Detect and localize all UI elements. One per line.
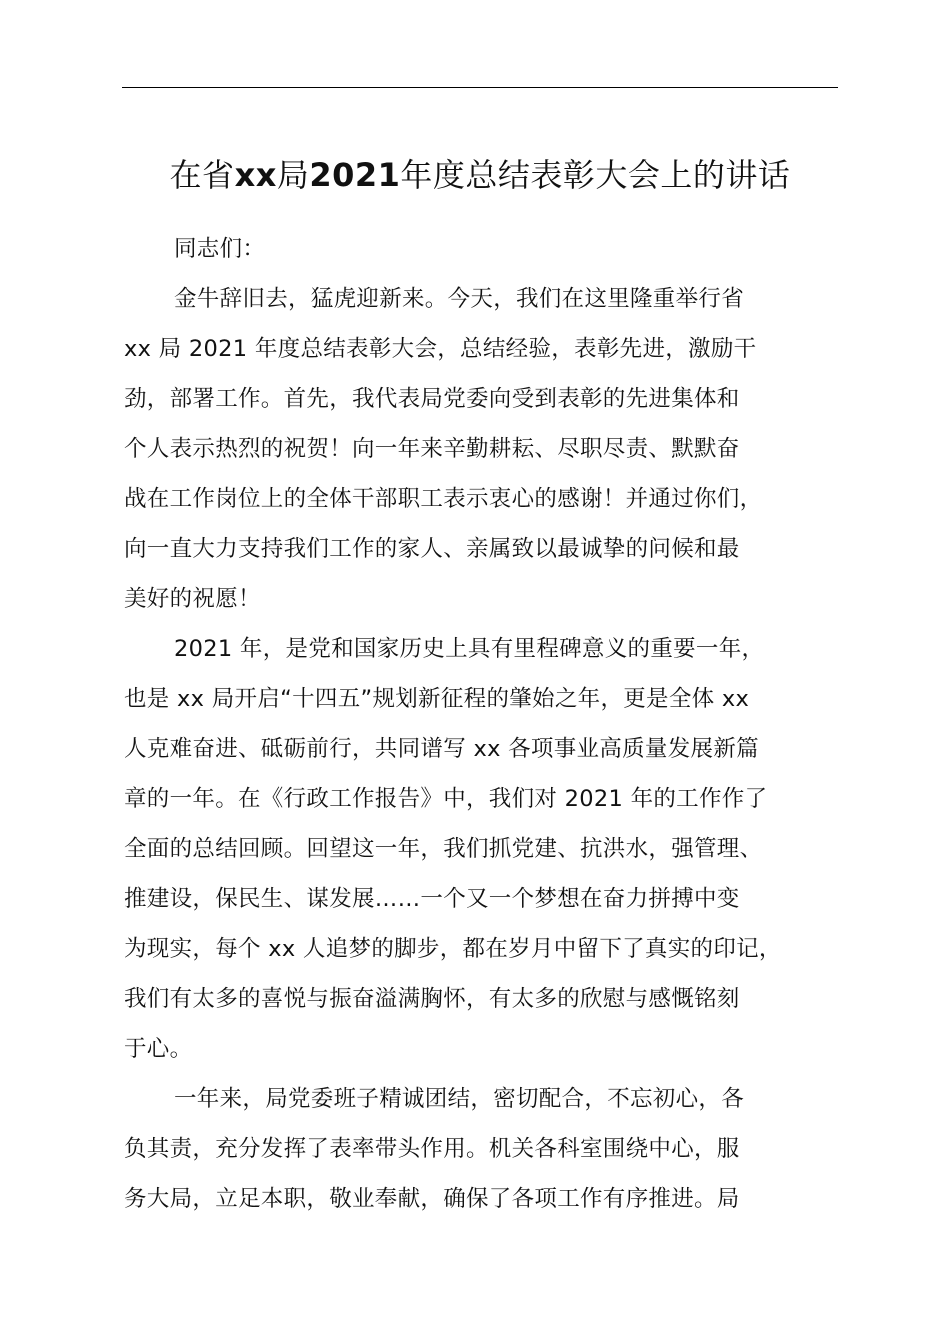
- text-line: 务大局，立足本职，敬业奉献，确保了各项工作有序推进。局: [124, 1186, 740, 1212]
- text-line: 向一直大力支持我们工作的家人、亲属致以最诚挚的问候和最: [124, 536, 740, 562]
- text-line: 我们有太多的喜悦与振奋溢满胸怀，有太多的欣慰与感慨铭刻: [124, 986, 740, 1012]
- title-part: 在省: [169, 156, 235, 194]
- text-line: 人克难奋进、砥砺前行，共同谱写 xx 各项事业高质量发展新篇: [124, 736, 759, 762]
- text-line: 为现实，每个 xx 人追梦的脚步，都在岁月中留下了真实的印记，: [124, 936, 782, 962]
- text-line: xx 局 2021 年度总结表彰大会，总结经验，表彰先进，激励干: [124, 336, 757, 362]
- title-part: xx: [234, 156, 277, 194]
- text-line: 个人表示热烈的祝贺！向一年来辛勤耕耘、尽职尽责、默默奋: [124, 436, 740, 462]
- text-line: 一年来，局党委班子精诚团结，密切配合，不忘初心，各: [174, 1086, 745, 1112]
- text-line: 2021 年，是党和国家历史上具有里程碑意义的重要一年，: [174, 636, 765, 662]
- text-line: 也是 xx 局开启“十四五”规划新征程的肇始之年，更是全体 xx: [124, 686, 750, 712]
- text-line: 负其责，充分发挥了表率带头作用。机关各科室围绕中心，服: [124, 1136, 740, 1162]
- document-body: [124, 224, 854, 1224]
- page-title: [100, 150, 860, 200]
- text-line: 章的一年。在《行政工作报告》中，我们对 2021 年的工作作了: [124, 786, 768, 812]
- text-line: 推建设，保民生、谋发展……一个又一个梦想在奋力拼搏中变: [124, 886, 740, 912]
- text-line: 美好的祝愿！: [124, 586, 261, 612]
- header-rule: [122, 87, 838, 88]
- title-part: 2021: [309, 156, 401, 194]
- title-part: 年度总结表彰大会上的讲话: [400, 156, 791, 194]
- title-part: 局: [276, 156, 310, 194]
- text-line: 同志们：: [174, 236, 266, 262]
- text-line: 劲，部署工作。首先，我代表局党委向受到表彰的先进集体和: [124, 386, 740, 412]
- text-line: 金牛辞旧去，猛虎迎新来。今天，我们在这里隆重举行省: [174, 286, 745, 312]
- text-line: 全面的总结回顾。回望这一年，我们抓党建、抗洪水，强管理、: [124, 836, 763, 862]
- text-line: 于心。: [124, 1036, 193, 1062]
- text-line: 战在工作岗位上的全体干部职工表示衷心的感谢！并通过你们，: [124, 486, 763, 512]
